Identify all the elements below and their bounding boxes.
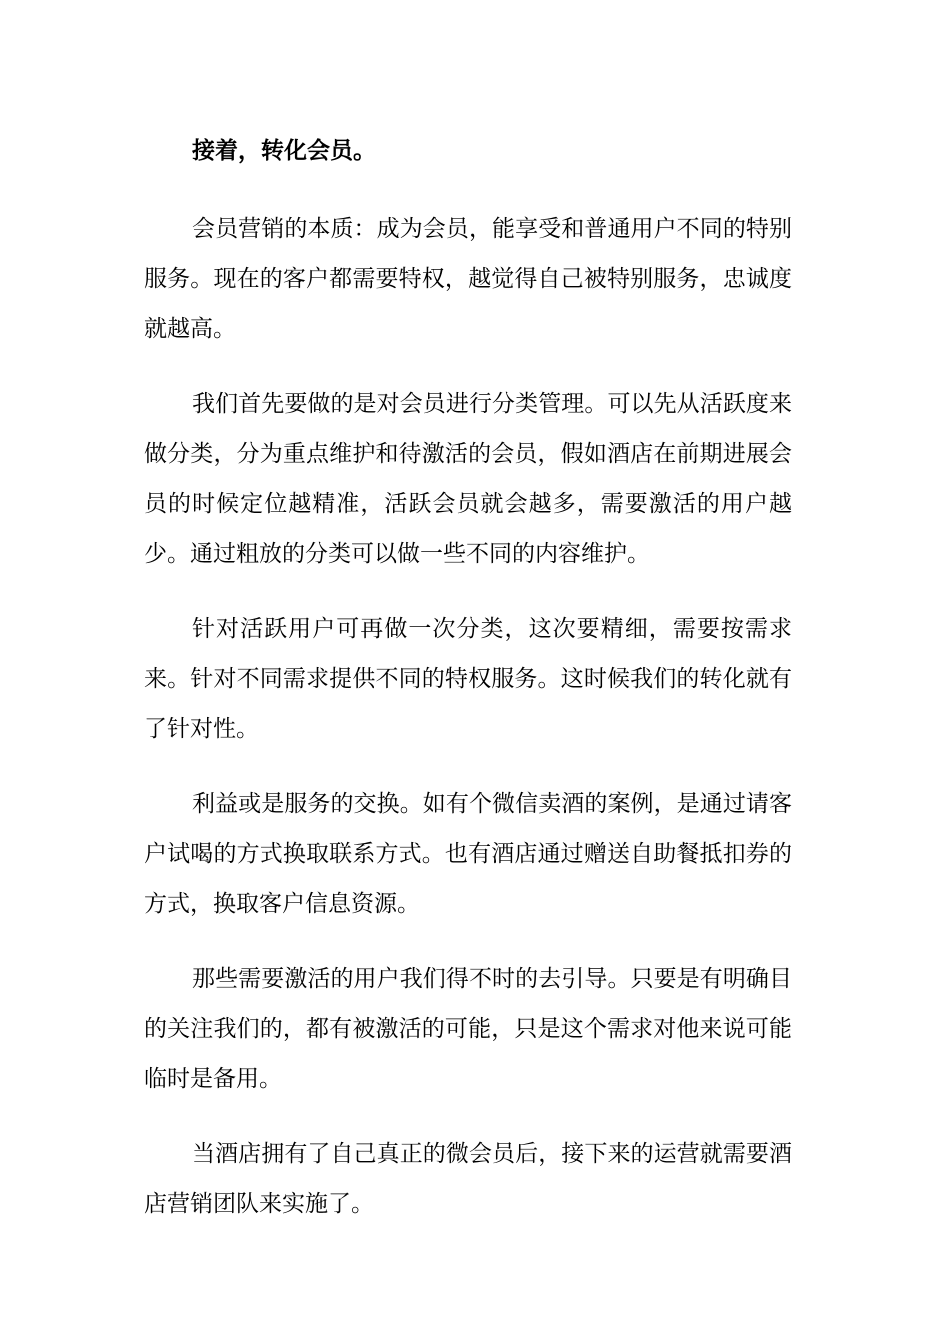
paragraph-membership-essence: 会员营销的本质：成为会员，能享受和普通用户不同的特别服务。现在的客户都需要特权，越觉得自己被特别服务，忠诚度就越高。 — [144, 216, 792, 342]
paragraph-member-classification: 我们首先要做的是对会员进行分类管理。可以先从活跃度来做分类，分为重点维护和待激活的会员，假如酒店在前期进展会员的时候定位越精准，活跃会员就会越多，需要激活的用户越少。通过粗放的分类可以做一些不同的内容维护。 — [144, 391, 792, 567]
document-page — [144, 122, 792, 1254]
paragraph-conclusion: 当酒店拥有了自己真正的微会员后，接下来的运营就需要酒店营销团队来实施了。 — [144, 1141, 792, 1217]
paragraph-inactive-users: 那些需要激活的用户我们得不时的去引导。只要是有明确目的关注我们的，都有被激活的可能，只是这个需求对他来说可能临时是备用。 — [144, 966, 792, 1092]
section-heading: 接着，转化会员。 — [192, 137, 376, 164]
paragraph-benefit-exchange: 利益或是服务的交换。如有个微信卖酒的案例，是通过请客户试喝的方式换取联系方式。也有酒店通过赠送自助餐抵扣券的方式，换取客户信息资源。 — [144, 791, 792, 917]
paragraph-active-users: 针对活跃用户可再做一次分类，这次要精细，需要按需求来。针对不同需求提供不同的特权服务。这时候我们的转化就有了针对性。 — [144, 616, 792, 742]
